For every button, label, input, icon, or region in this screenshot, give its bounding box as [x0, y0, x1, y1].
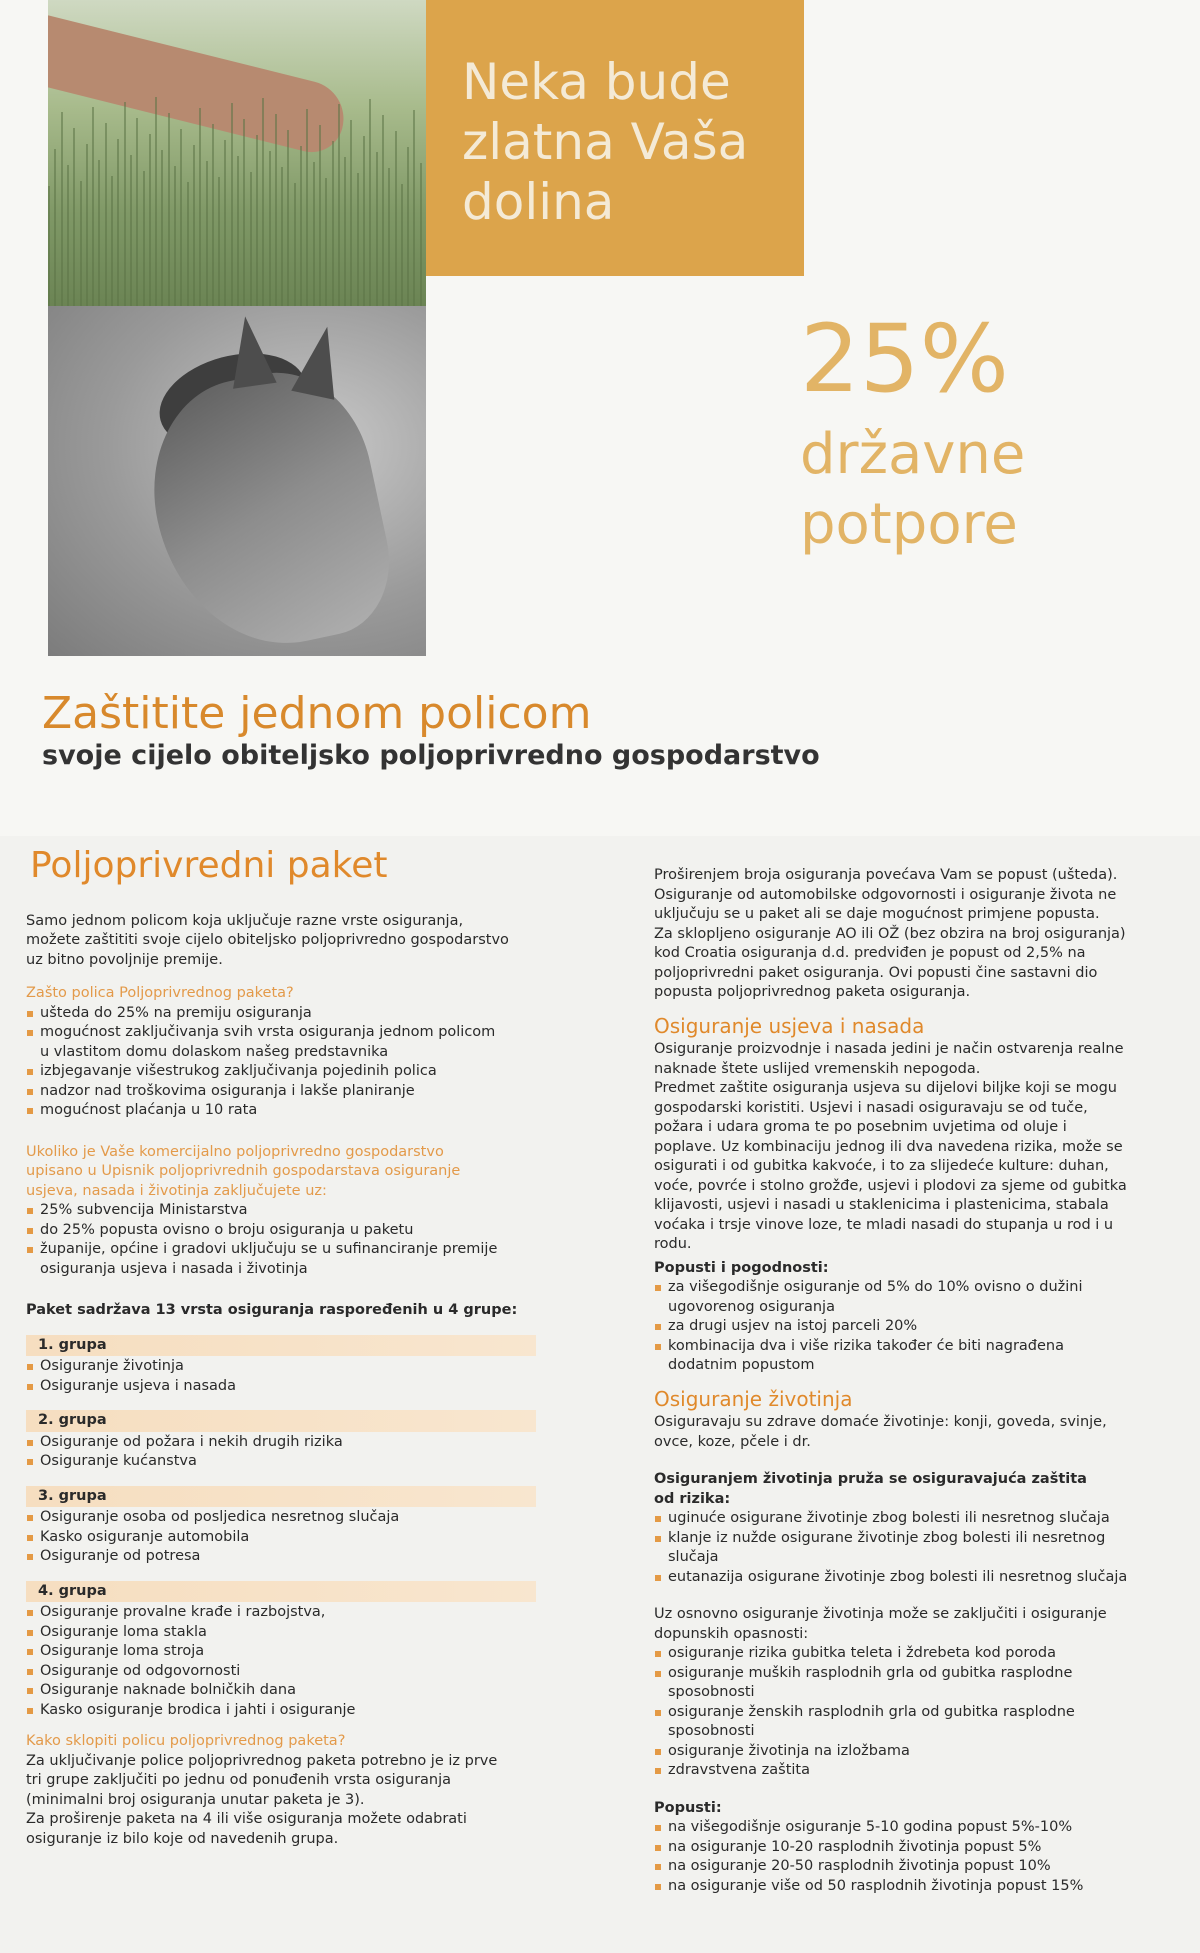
grass-stroke: [357, 173, 359, 306]
grass-stroke: [105, 123, 107, 306]
list-item: osiguranje muških rasplodnih grla od gubitka rasplodne: [654, 1664, 1184, 1684]
slogan: Zaštitite jednom policom: [42, 688, 592, 739]
list-item: uginuće osigurane životinje zbog bolesti ili nesretnog slučaja: [654, 1509, 1184, 1529]
grass-stroke: [98, 160, 100, 306]
text-line: voće, povrće i stolno grožđe, usjevi i plodovi za sjeme od gubitka: [654, 1177, 1127, 1194]
list-item: na osiguranje 20-50 rasplodnih životinja popust 10%: [654, 1857, 1184, 1877]
headline: [462, 52, 748, 232]
grass-stroke: [206, 161, 208, 306]
list-item-continuation: osiguranja usjeva i nasada i životinja: [40, 1260, 308, 1277]
subsidy-percent: 25%: [800, 305, 1009, 414]
list-item-continuation: slučaja: [668, 1549, 719, 1565]
extra-paragraph: [654, 1605, 1184, 1644]
left-column: [26, 836, 546, 1863]
benefits-list: [654, 1278, 1184, 1376]
text-line: Samo jednom policom koja uključuje razne vrste osiguranja,: [26, 912, 464, 929]
grass-stroke: [269, 151, 271, 306]
list-item: mogućnost plaćanja u 10 rata: [26, 1101, 546, 1121]
list-item: 25% subvencija Ministarstva: [26, 1201, 546, 1221]
grass-stroke: [80, 181, 82, 306]
grass-stroke: [224, 140, 226, 306]
grass-stroke: [369, 99, 371, 306]
text-line: voćaka i trsje vinove loze, te mladi nasadi do stupanja u rod i u: [654, 1216, 1114, 1233]
list-item: Osiguranje loma stroja: [26, 1642, 546, 1662]
text-line: Osiguravaju su zdrave domaće životinje: konji, goveda, svinje,: [654, 1414, 1107, 1430]
extra-list: [654, 1644, 1184, 1781]
text-line: ovce, koze, pčele i dr.: [654, 1433, 811, 1450]
list-item: Osiguranje naknade bolničkih dana: [26, 1681, 546, 1701]
text-line: gospodarski koristiti. Usjevi i nasadi osiguravaju se od tuče,: [654, 1099, 1088, 1116]
text-line: poplave. Uz kombinaciju jednog ili dva navedena rizika, može se: [654, 1138, 1123, 1155]
text-line: Za sklopljeno osiguranje AO ili OŽ (bez obzira na broj osiguranja): [654, 925, 1126, 942]
grass-stroke: [395, 131, 397, 306]
text-line: popusta poljoprivrednog paketa osiguranja.: [654, 984, 971, 1000]
register-note: [26, 1143, 546, 1202]
register-list: [26, 1201, 546, 1279]
benefits-title: Popusti i pogodnosti:: [654, 1259, 829, 1276]
list-item: županije, općine i gradovi uključuju se u sufinanciranje premije: [26, 1240, 546, 1260]
text-line: naknade štete uslijed vremenskih nepogoda.: [654, 1060, 981, 1077]
grass-stroke: [136, 118, 138, 306]
list-item: osiguranje životinja na izložbama: [654, 1742, 1184, 1762]
text-line: upisano u Upisnik poljoprivrednih gospodarstava osiguranje: [26, 1163, 461, 1179]
text-line: usjeva, nasada i životinja zaključujete uz:: [26, 1182, 327, 1199]
list-item: izbjegavanje višestrukog zaključivanja pojedinih polica: [26, 1062, 546, 1082]
page-title: Poljoprivredni paket: [30, 845, 388, 886]
group-list: [26, 1603, 546, 1720]
grass-stroke: [376, 152, 378, 306]
grass-stroke: [130, 155, 132, 306]
group-heading: 3. grupa: [26, 1486, 536, 1508]
group-list: [26, 1508, 546, 1567]
animals-title: Osiguranje životinja: [654, 1386, 853, 1411]
group-4: [26, 1581, 546, 1721]
grass-stroke: [193, 145, 195, 306]
list-item: za drugi usjev na istoj parceli 20%: [654, 1317, 1184, 1337]
list-item: Osiguranje kućanstva: [26, 1452, 546, 1472]
list-item: Kasko osiguranje brodica i jahti i osiguranje: [26, 1701, 546, 1721]
grass-stroke: [250, 172, 252, 306]
list-item: osiguranje ženskih rasplodnih grla od gubitka rasplodne: [654, 1703, 1184, 1723]
group-1: [26, 1335, 546, 1397]
text-line: poljoprivredni paket osiguranja. Ovi popusti čine sastavni dio: [654, 964, 1098, 981]
package-title: Paket sadržava 13 vrsta osiguranja raspoređenih u 4 grupe:: [26, 1302, 518, 1318]
text-line: rodu.: [654, 1236, 692, 1252]
list-item: Kasko osiguranje automobila: [26, 1528, 546, 1548]
grass-stroke: [174, 166, 176, 306]
text-line: Osiguranjem životinja pruža se osiguravajuća zaštita: [654, 1471, 1087, 1487]
grass-stroke: [155, 97, 157, 306]
list-item: Osiguranje loma stakla: [26, 1623, 546, 1643]
grass-stroke: [300, 146, 302, 306]
list-item-continuation: dodatnim popustom: [668, 1357, 815, 1373]
grass-stroke: [332, 141, 334, 306]
grass-stroke: [48, 186, 50, 306]
group-3: [26, 1486, 546, 1567]
text-line: tri grupe zaključiti po jednu od ponuđenih vrsta osiguranja: [26, 1772, 452, 1788]
list-item: do 25% popusta ovisno o broju osiguranja u paketu: [26, 1221, 546, 1241]
grass-stroke: [256, 135, 258, 306]
text-line: Osiguranje proizvodnje i nasada jedini je način ostvarenja realne: [654, 1041, 1124, 1057]
list-item: Osiguranje usjeva i nasada: [26, 1377, 546, 1397]
grass-stroke: [294, 183, 296, 306]
text-line: Proširenjem broja osiguranja povećava Vam se popust (ušteda).: [654, 867, 1118, 883]
list-item: osiguranje rizika gubitka teleta i ždrebeta kod poroda: [654, 1644, 1184, 1664]
text-line: od rizika:: [654, 1490, 731, 1507]
grass-stroke: [73, 128, 75, 306]
grass-stroke: [168, 113, 170, 306]
list-item: na osiguranje 10-20 rasplodnih životinja popust 5%: [654, 1838, 1184, 1858]
discount-intro: [654, 866, 1184, 1003]
grass-stroke: [420, 163, 422, 306]
list-item: eutanazija osigurane životinje zbog bolesti ili nesretnog slučaja: [654, 1568, 1184, 1588]
grass-stroke: [350, 120, 352, 306]
list-item: Osiguranje od potresa: [26, 1547, 546, 1567]
subsidy-label-line: potpore: [800, 492, 1018, 557]
grass-stroke: [344, 157, 346, 306]
grass-stroke: [306, 109, 308, 306]
list-item: zdravstvena zaštita: [654, 1761, 1184, 1781]
crops-paragraph: [654, 1040, 1184, 1255]
grass-stroke: [124, 102, 126, 306]
headline-line: Neka bude: [462, 53, 731, 111]
grass-stroke: [325, 178, 327, 306]
how-title: Kako sklopiti policu poljoprivrednog paketa?: [26, 1733, 346, 1749]
text-line: (minimalni broj osiguranja unutar paketa je 3).: [26, 1791, 365, 1808]
list-item: Osiguranje od požara i nekih drugih rizika: [26, 1433, 546, 1453]
list-item: za višegodišnje osiguranje od 5% do 10% ovisno o dužini: [654, 1278, 1184, 1298]
slogan-subtitle: svoje cijelo obiteljsko poljoprivredno gospodarstvo: [42, 740, 820, 771]
grass-stroke: [67, 165, 69, 306]
text-line: Za uključivanje police poljoprivrednog paketa potrebno je iz prve: [26, 1752, 498, 1769]
list-item: Osiguranje od odgovornosti: [26, 1662, 546, 1682]
text-line: Uz osnovno osiguranje životinja može se zaključiti i osiguranje: [654, 1606, 1107, 1622]
right-column: [654, 866, 1184, 1908]
grass-stroke: [54, 149, 56, 306]
grass-stroke: [111, 176, 113, 306]
grass-stroke: [86, 144, 88, 306]
list-item: mogućnost zaključivanja svih vrsta osiguranja jednom policom: [26, 1023, 546, 1043]
grass-stroke: [117, 139, 119, 306]
list-item-continuation: u vlastitom domu dolaskom našeg predstavnika: [40, 1043, 389, 1060]
group-heading: 2. grupa: [26, 1410, 536, 1432]
grass-stroke: [243, 119, 245, 306]
list-item-continuation: sposobnosti: [668, 1684, 755, 1700]
how-paragraph: [26, 1752, 546, 1850]
horse-ear: [291, 322, 349, 400]
list-item: klanje iz nužde osigurane životinje zbog bolesti ili nesretnog: [654, 1529, 1184, 1549]
grass-stroke: [413, 110, 415, 306]
headline-box: [426, 0, 804, 276]
text-line: Ukoliko je Vaše komercijalno poljoprivredno gospodarstvo: [26, 1143, 444, 1160]
why-title: Zašto polica Poljoprivrednog paketa?: [26, 985, 294, 1001]
subsidy-label: [800, 420, 1025, 560]
grass-stroke: [199, 108, 201, 306]
crops-title: Osiguranje usjeva i nasada: [654, 1013, 925, 1038]
grass-stroke: [388, 168, 390, 306]
grass-stroke: [212, 124, 214, 306]
text-line: klijavosti, usjevi i nasadi u staklenicima i plastenicima, stabala: [654, 1197, 1109, 1213]
group-heading: 4. grupa: [26, 1581, 536, 1603]
grass-stroke: [143, 171, 145, 306]
text-line: Za proširenje paketa na 4 ili više osiguranja možete odabrati: [26, 1811, 467, 1827]
intro-paragraph: [26, 912, 546, 971]
flyer-front: [0, 0, 1200, 836]
text-line: možete zaštititi svoje cijelo obiteljsko poljoprivredno gospodarstvo: [26, 932, 509, 948]
grass-stroke: [149, 134, 151, 306]
group-list: [26, 1433, 546, 1472]
list-item: nadzor nad troškovima osiguranja i lakše planiranje: [26, 1082, 546, 1102]
grass-stroke: [407, 147, 409, 306]
list-item-continuation: ugovorenog osiguranja: [668, 1298, 835, 1315]
group-list: [26, 1357, 546, 1396]
grass-stroke: [61, 112, 63, 306]
field-photo: [48, 0, 426, 306]
grass-stroke: [363, 136, 365, 306]
grass-stroke: [180, 129, 182, 306]
group-2: [26, 1410, 546, 1472]
list-item: Osiguranje provalne krađe i razbojstva,: [26, 1603, 546, 1623]
text-line: dopunskih opasnosti:: [654, 1625, 809, 1642]
grass-stroke: [231, 103, 233, 306]
text-line: osigurati i od gubitka kakvoće, i to za slijedeće kulture: duhan,: [654, 1158, 1109, 1174]
grass-stroke: [92, 107, 94, 306]
grass-stroke: [281, 167, 283, 306]
text-line: požara i udara groma te po posebnim uvjetima od oluje i: [654, 1119, 1067, 1135]
text-line: osiguranje iz bilo koje od navedenih grupa.: [26, 1830, 339, 1847]
discounts-title: Popusti:: [654, 1799, 722, 1816]
text-line: kod Croatia osiguranja d.d. predviđen je popust od 2,5% na: [654, 945, 1086, 961]
horse-ear: [223, 313, 276, 388]
headline-line: zlatna Vaša: [462, 113, 749, 171]
subsidy-label-line: državne: [800, 422, 1026, 487]
grass-stroke: [187, 182, 189, 306]
horse-photo: [48, 306, 426, 656]
grass-stroke: [275, 114, 277, 306]
protect-title: [654, 1470, 1184, 1509]
animals-paragraph: [654, 1413, 1184, 1452]
grass-stroke: [382, 115, 384, 306]
grass-stroke: [218, 177, 220, 306]
grass-stroke: [338, 104, 340, 306]
grass-stroke: [161, 150, 163, 306]
grass-stroke: [319, 125, 321, 306]
discounts-list: [654, 1818, 1184, 1896]
list-item-continuation: sposobnosti: [668, 1723, 755, 1739]
list-item: na osiguranje više od 50 rasplodnih životinja popust 15%: [654, 1877, 1184, 1897]
protect-list: [654, 1509, 1184, 1587]
grass-stroke: [237, 156, 239, 306]
why-list: [26, 1004, 546, 1121]
text-line: uz bitno povoljnije premije.: [26, 951, 223, 968]
list-item: na višegodišnje osiguranje 5-10 godina popust 5%-10%: [654, 1818, 1184, 1838]
group-heading: 1. grupa: [26, 1335, 536, 1357]
grass-stroke: [401, 184, 403, 306]
grass-stroke: [262, 98, 264, 306]
grass-stroke: [313, 162, 315, 306]
list-item: Osiguranje životinja: [26, 1357, 546, 1377]
list-item: kombinacija dva i više rizika također će biti nagrađena: [654, 1337, 1184, 1357]
headline-line: dolina: [462, 173, 615, 231]
text-line: Osiguranje od automobilske odgovornosti i osiguranje života ne: [654, 886, 1117, 903]
grass-stroke: [287, 130, 289, 306]
list-item: Osiguranje osoba od posljedica nesretnog slučaja: [26, 1508, 546, 1528]
brochure-inside: [0, 836, 1200, 1953]
text-line: Predmet zaštite osiguranja usjeva su dijelovi biljke koji se mogu: [654, 1080, 1118, 1096]
text-line: uključuju se u paket ali se daje mogućnost primjene popusta.: [654, 906, 1100, 922]
list-item: ušteda do 25% na premiju osiguranja: [26, 1004, 546, 1024]
